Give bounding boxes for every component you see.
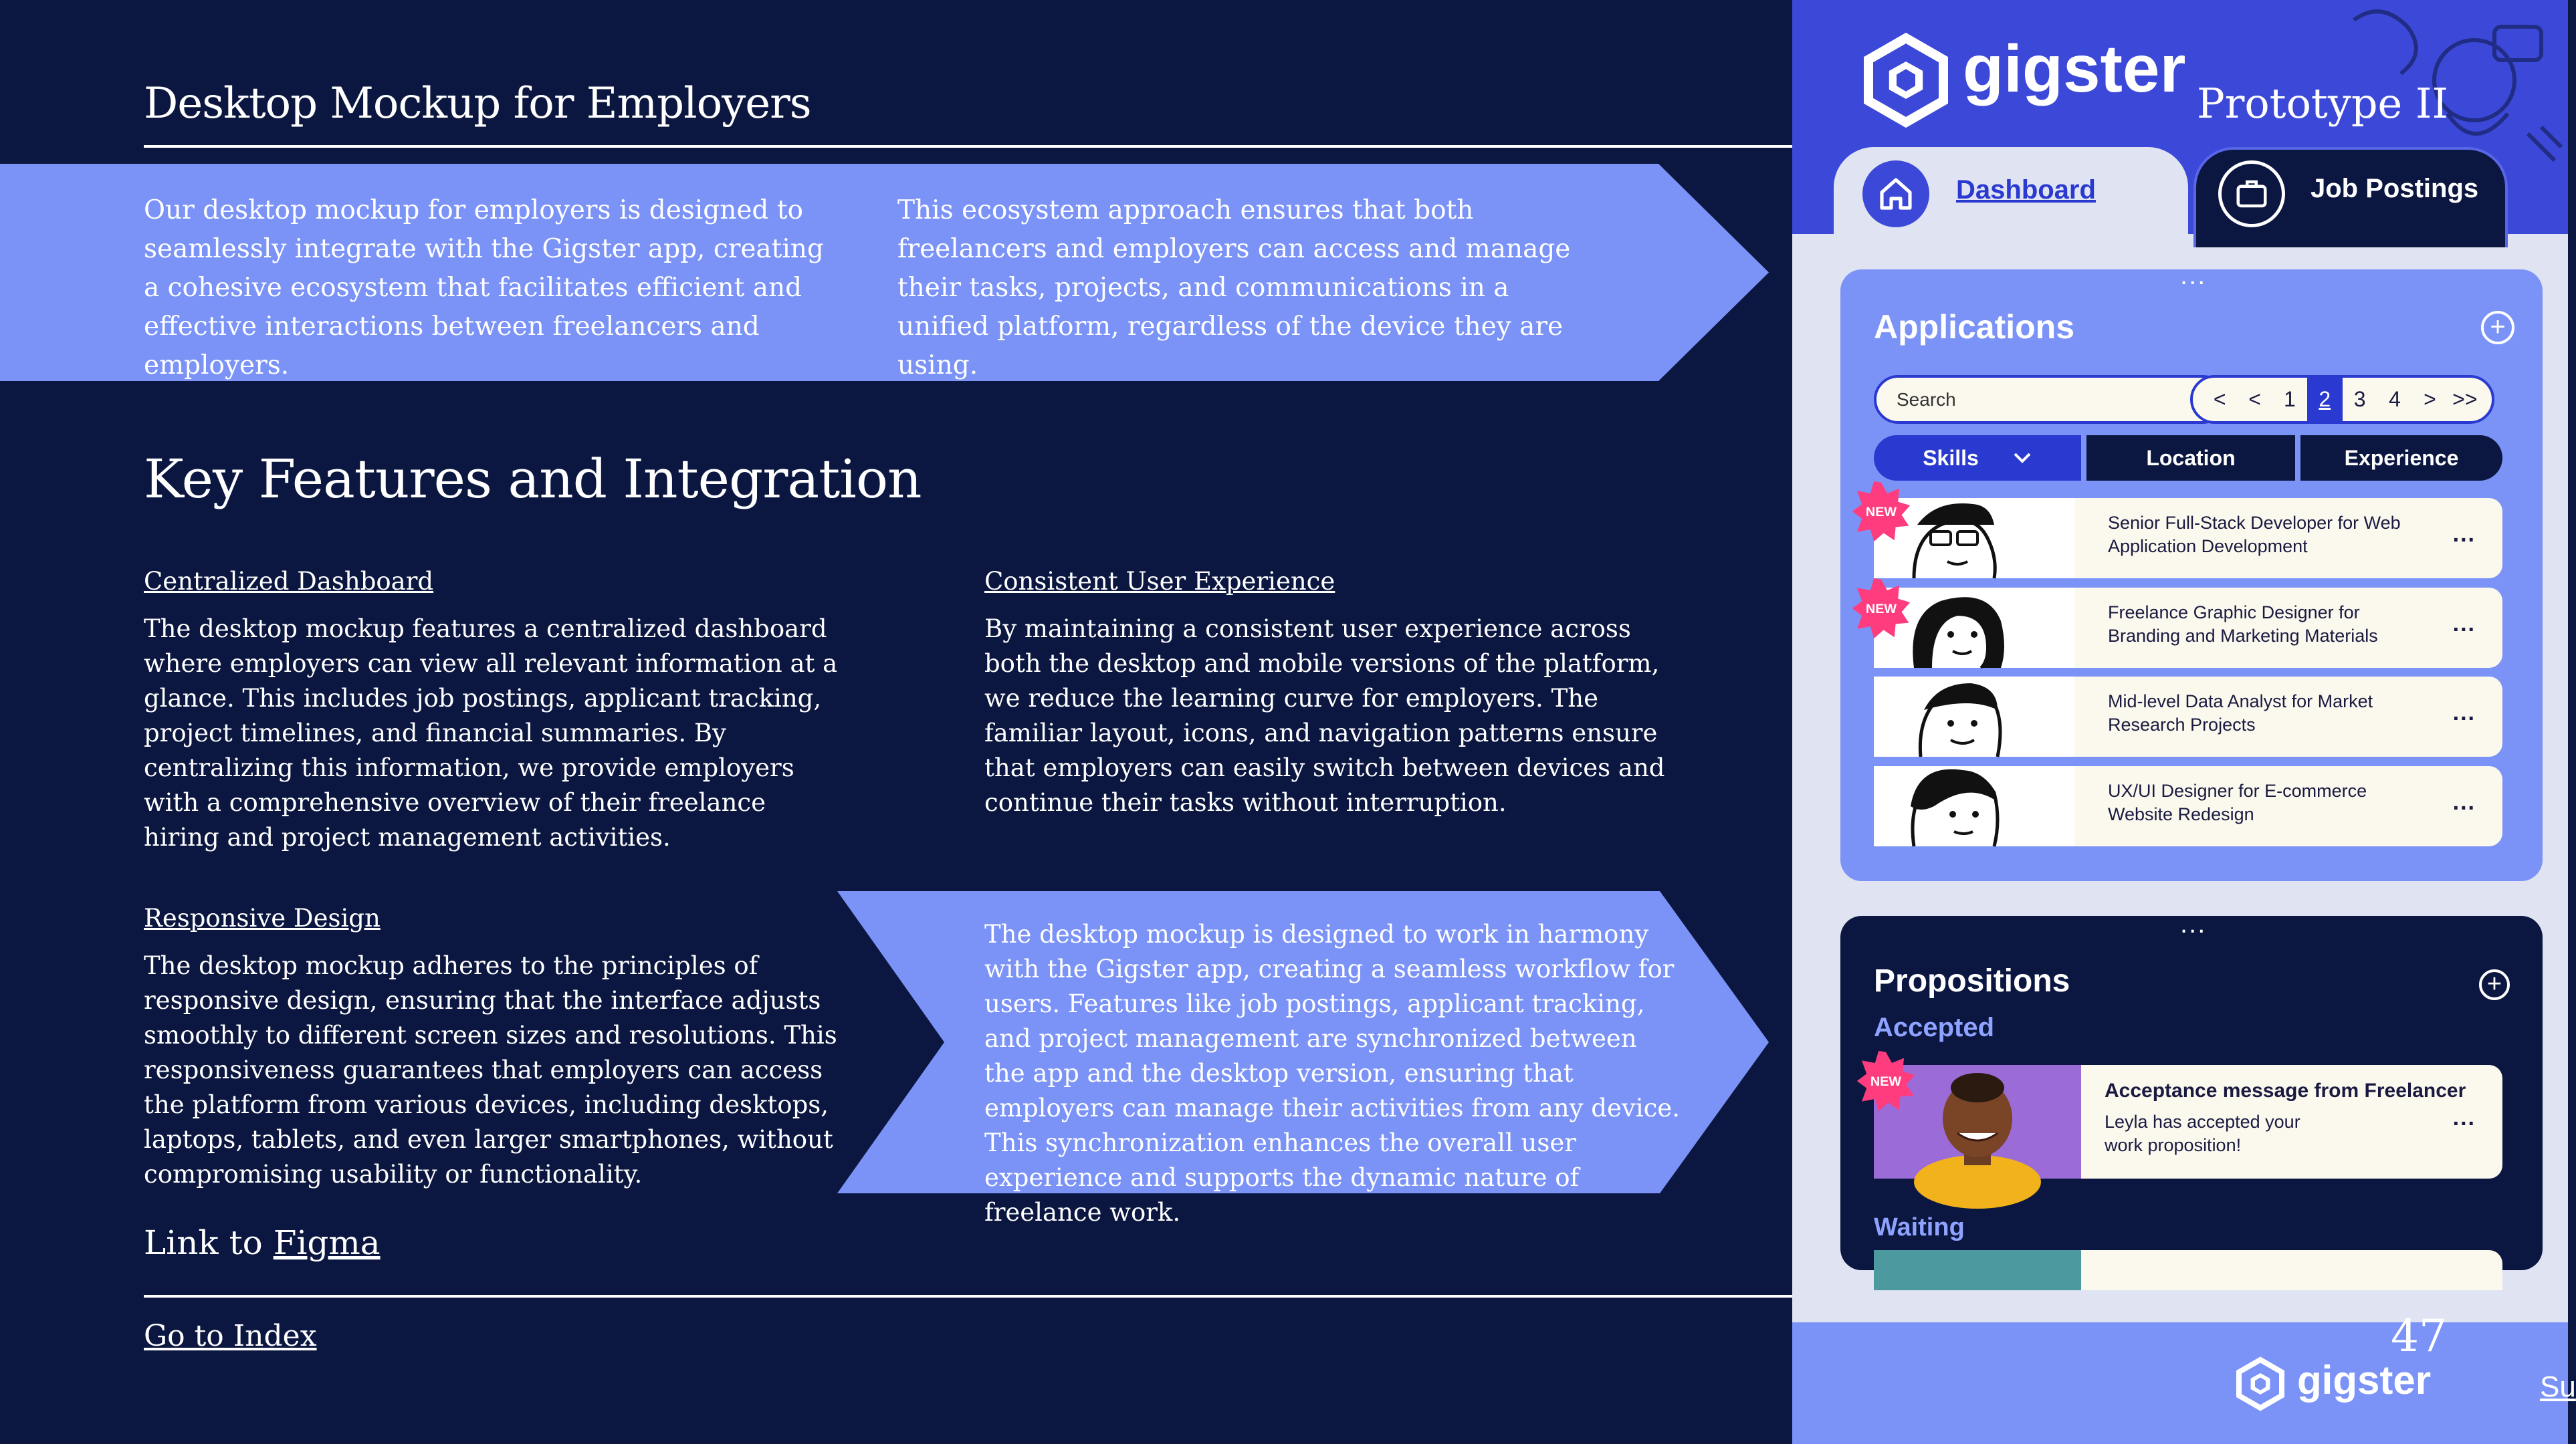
new-badge-label: NEW — [1865, 505, 1897, 520]
applications-title: Applications — [1874, 308, 2075, 346]
responsive-design-heading: Responsive Design — [144, 904, 381, 933]
pager-page-1[interactable]: 1 — [2284, 387, 2296, 411]
consistent-ux-heading: Consistent User Experience — [984, 567, 1335, 596]
application-row[interactable] — [1874, 588, 2502, 668]
new-badge-icon — [1851, 578, 1911, 638]
new-badge-label: NEW — [1865, 602, 1897, 617]
applicant-avatar — [1874, 766, 2074, 846]
intro-text-left: Our desktop mockup for employers is designed to seamlessly integrate with the Gigster app, creating a cohesive ecosystem that facilitates efficient and effective interactions between freelancers and employers. — [144, 195, 824, 380]
briefcase-icon — [2218, 160, 2285, 227]
drag-handle-icon[interactable]: ... — [2180, 261, 2207, 290]
pager-page-2[interactable]: 2 — [2307, 378, 2342, 421]
filter-skills-label: Skills — [1923, 445, 1979, 470]
footer-brand-name: gigster — [2297, 1358, 2432, 1403]
responsive-design-text: The desktop mockup adheres to the principles of responsive design, ensuring that the interface adjusts smoothly to different screen sizes and resolutions. This responsiveness guarantees that employers can access the platform from various devices, including desktops, laptops, tablets, and even larger smartphones, without compromising usability or functionality. — [144, 951, 837, 1189]
new-badge-icon — [1851, 481, 1911, 542]
pager-last-button[interactable]: >> — [2452, 387, 2478, 411]
accepted-proposition-row[interactable] — [1874, 1065, 2502, 1179]
search-input[interactable]: Search — [1874, 375, 2227, 424]
acceptance-title: Acceptance message from Freelancer — [2105, 1080, 2466, 1102]
acceptance-message: Leyla has accepted your work proposition! — [2105, 1112, 2300, 1155]
centralized-dashboard-text: The desktop mockup features a centralized dashboard where employers can view all relevant information at a glance. This includes job postings, applicant tracking, project timelines, and financial summaries. By centralizing this information, we provide employers with a comprehensive overview of their freelance hiring and project management activities. — [144, 614, 838, 852]
application-title: Senior Full-Stack Developer for Web Application Development — [2108, 513, 2401, 556]
application-row[interactable] — [1874, 766, 2502, 846]
application-title: Freelance Graphic Designer for Branding and Marketing Materials — [2108, 602, 2378, 646]
application-row[interactable] — [1874, 677, 2502, 757]
accepted-label: Accepted — [1874, 1013, 1995, 1042]
add-proposition-icon[interactable]: + — [2479, 969, 2510, 1000]
page-number: 47 — [2391, 1310, 2447, 1362]
pager-page-4[interactable]: 4 — [2389, 387, 2401, 411]
figma-prefix: Link to — [144, 1223, 274, 1262]
figma-line — [144, 1223, 381, 1262]
propositions-title: Propositions — [1874, 963, 2070, 999]
mockup-footer — [1792, 1322, 2568, 1444]
application-title: UX/UI Designer for E-commerce Website Redesign — [2108, 781, 2367, 824]
new-badge-icon — [1856, 1051, 1916, 1111]
application-title: Mid-level Data Analyst for Market Research Projects — [2108, 691, 2373, 735]
harmony-text: The desktop mockup is designed to work in harmony with the Gigster app, creating a seamless workflow for users. Features like job postings, applicant tracking, and project management are synchronized between the app and the desktop version, ensuring that employers can manage their activities from any device. This synchronization enhances the overall user experience and supports the dynamic nature of freelance work. — [984, 920, 1680, 1227]
mockup-panel — [1792, 0, 2576, 1444]
gigster-logo-icon — [2234, 1357, 2287, 1411]
waiting-label: Waiting — [1874, 1213, 1965, 1241]
index-link[interactable]: Go to Index — [144, 1319, 317, 1353]
filter-skills[interactable] — [1874, 435, 2081, 481]
prototype-label: Prototype II — [2197, 79, 2448, 128]
consistent-ux-text: By maintaining a consistent user experience across both the desktop and mobile versions of the platform, we reduce the learning curve for employers. The familiar layout, icons, and navigation patterns ensure that employers can easily switch between devices and continue their tasks without interruption. — [984, 614, 1665, 817]
pager-first-button[interactable]: < — [2213, 387, 2226, 411]
application-row[interactable] — [1874, 498, 2502, 578]
intro-text-right: This ecosystem approach ensures that both freelancers and employers can access and manage their tasks, projects, and communications in a unified platform, regardless of the device they are using. — [897, 195, 1571, 380]
filter-experience[interactable]: Experience — [2300, 435, 2502, 481]
tab-job-postings-label: Job Postings — [2311, 174, 2479, 203]
more-options-icon[interactable]: ... — [2452, 521, 2476, 547]
pagination — [2190, 375, 2494, 424]
page-title: Desktop Mockup for Employers — [144, 79, 811, 128]
brand-name: gigster — [1963, 31, 2186, 106]
new-badge-label: NEW — [1870, 1074, 1902, 1090]
centralized-dashboard-heading: Centralized Dashboard — [144, 567, 434, 596]
footer-link-truncated[interactable]: Su — [2540, 1370, 2576, 1403]
figma-link[interactable]: Figma — [273, 1223, 381, 1262]
waiting-thumbnail — [1874, 1250, 2081, 1290]
drag-handle-icon[interactable]: ... — [2180, 909, 2207, 939]
gigster-logo-icon — [1859, 33, 1953, 127]
pager-page-3[interactable]: 3 — [2353, 387, 2366, 411]
tab-dashboard-label: Dashboard — [1956, 175, 2096, 205]
pager-prev-button[interactable]: < — [2248, 387, 2261, 411]
applicant-avatar — [1874, 677, 2074, 757]
more-options-icon[interactable]: ... — [2452, 700, 2476, 725]
chevron-down-icon — [2012, 451, 2032, 465]
section-title: Key Features and Integration — [144, 448, 922, 510]
add-application-icon[interactable]: + — [2481, 311, 2514, 344]
home-icon — [1862, 160, 1929, 227]
waiting-proposition-row[interactable] — [1874, 1250, 2502, 1290]
filter-location[interactable]: Location — [2086, 435, 2295, 481]
more-options-icon[interactable]: ... — [2452, 611, 2476, 636]
more-options-icon[interactable]: ... — [2452, 790, 2476, 815]
pager-next-button[interactable]: > — [2424, 387, 2436, 411]
more-options-icon[interactable]: ... — [2452, 1105, 2476, 1130]
